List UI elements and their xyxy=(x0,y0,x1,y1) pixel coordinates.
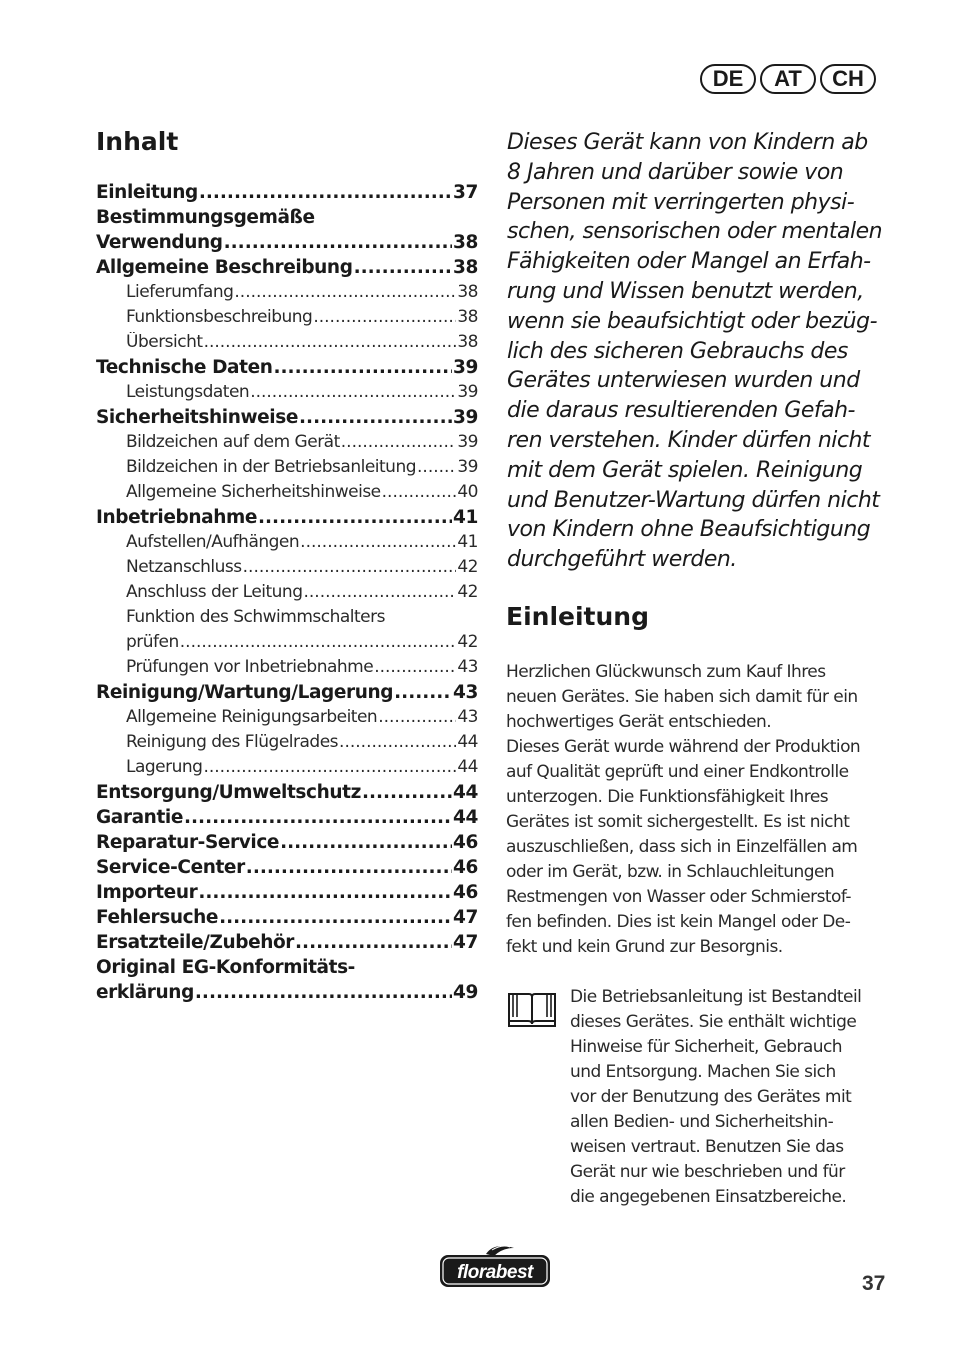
toc-leader-dots xyxy=(417,457,456,477)
toc-entry-label: Reinigung/Wartung/Lagerung xyxy=(96,682,394,703)
toc-entry-page: 39 xyxy=(453,407,478,428)
toc-entry-page: 40 xyxy=(457,482,478,502)
toc-leader-dots xyxy=(203,757,456,777)
toc-entry-label: Netzanschluss xyxy=(126,557,242,577)
notice-line: rung und Wissen benutzt werden, xyxy=(507,278,864,304)
toc-entry-label: Reparatur-Service xyxy=(96,832,280,853)
notice-line: die daraus resultierenden Gefah- xyxy=(507,398,855,424)
toc-leader-dots xyxy=(341,432,457,452)
toc-entry xyxy=(96,607,478,632)
note-line: und Entsorgung. Machen Sie sich xyxy=(570,1062,836,1082)
toc-leader-dots xyxy=(299,407,452,428)
toc-entry-label: Aufstellen/Aufhängen xyxy=(126,532,300,552)
toc-entry-page: 43 xyxy=(457,657,478,677)
toc-entry xyxy=(96,782,478,807)
toc-entry-label: Lieferumfang xyxy=(126,282,234,302)
notice-line: Gerätes unterwiesen wurden und xyxy=(507,368,860,394)
body-line: Herzlichen Glückwunsch zum Kauf Ihres xyxy=(506,662,826,682)
toc-entry xyxy=(96,832,478,857)
child-safety-notice xyxy=(507,128,897,575)
toc-entry-page: 42 xyxy=(457,557,478,577)
toc-leader-dots xyxy=(339,732,456,752)
lang-badge-at: AT xyxy=(760,64,816,94)
toc-entry-label: Technische Daten xyxy=(96,357,273,378)
toc-entry xyxy=(96,532,478,557)
lang-badge-de: DE xyxy=(700,64,756,94)
toc-entry xyxy=(96,557,478,582)
toc-leader-dots xyxy=(382,482,457,502)
toc-entry-page: 42 xyxy=(457,632,478,652)
toc-entry-label: Leistungsdaten xyxy=(126,382,250,402)
toc-entry xyxy=(96,757,478,782)
note-line: Gerät nur wie beschrieben und für xyxy=(570,1162,845,1182)
toc-entry-label: prüfen xyxy=(126,632,179,652)
toc-entry-page: 44 xyxy=(453,807,478,828)
toc-entry-label: Bildzeichen auf dem Gerät xyxy=(126,432,340,452)
toc-entry-label: Allgemeine Beschreibung xyxy=(96,257,353,278)
toc-entry-label: Allgemeine Reinigungsarbeiten xyxy=(126,707,378,727)
toc-leader-dots xyxy=(274,357,453,378)
toc-entry xyxy=(96,932,478,957)
toc-entry-page: 44 xyxy=(453,782,478,803)
toc-entry-page: 43 xyxy=(457,707,478,727)
einleitung-body xyxy=(506,660,896,960)
toc-entry-label: Lagerung xyxy=(126,757,203,777)
table-of-contents xyxy=(96,182,478,1007)
body-line: Gerätes ist somit sichergestellt. Es ist nicht xyxy=(506,812,850,832)
toc-entry-label: Allgemeine Sicherheitshinweise xyxy=(126,482,381,502)
toc-leader-dots xyxy=(354,257,452,278)
toc-entry-page: 41 xyxy=(453,507,478,528)
toc-leader-dots xyxy=(378,707,456,727)
toc-entry-page: 38 xyxy=(457,307,478,327)
note-line: die angegebenen Einsatzbereiche. xyxy=(570,1187,847,1207)
toc-leader-dots xyxy=(224,232,452,253)
notice-line: mit dem Gerät spielen. Reinigung xyxy=(507,457,863,483)
toc-leader-dots xyxy=(195,982,452,1003)
toc-entry xyxy=(96,207,478,232)
toc-leader-dots xyxy=(199,182,452,203)
toc-entry-label: Inbetriebnahme xyxy=(96,507,257,528)
toc-entry-label: Importeur xyxy=(96,882,198,903)
toc-entry-label: Funktionsbeschreibung xyxy=(126,307,313,327)
toc-entry-page: 47 xyxy=(453,932,478,953)
note-line: Die Betriebsanleitung ist Bestandteil xyxy=(570,987,862,1007)
note-line: Hinweise für Sicherheit, Gebrauch xyxy=(570,1037,843,1057)
body-line: unterzogen. Die Funktionsfähigkeit Ihres xyxy=(506,787,829,807)
toc-entry-page: 37 xyxy=(453,182,478,203)
toc-entry-page: 39 xyxy=(457,432,478,452)
toc-entry xyxy=(96,882,478,907)
toc-entry xyxy=(96,457,478,482)
notice-line: Personen mit verringerten physi- xyxy=(507,189,855,215)
toc-entry-page: 49 xyxy=(453,982,478,1003)
book-icon xyxy=(506,988,558,1028)
toc-leader-dots xyxy=(246,857,452,878)
toc-entry-page: 39 xyxy=(457,457,478,477)
toc-entry xyxy=(96,582,478,607)
toc-entry xyxy=(96,707,478,732)
toc-leader-dots xyxy=(204,332,457,352)
notice-line: von Kindern ohne Beaufsichtigung xyxy=(507,517,871,543)
toc-entry-label: Entsorgung/Umweltschutz xyxy=(96,782,361,803)
toc-entry xyxy=(96,182,478,207)
toc-entry xyxy=(96,282,478,307)
notice-line: schen, sensorischen oder mentalen xyxy=(507,219,883,245)
toc-entry-page: 42 xyxy=(457,582,478,602)
toc-entry xyxy=(96,982,478,1007)
lang-badge-ch: CH xyxy=(820,64,876,94)
toc-entry-label: Übersicht xyxy=(126,332,203,352)
toc-leader-dots xyxy=(374,657,456,677)
toc-leader-dots xyxy=(280,832,452,853)
notice-line: Fähigkeiten oder Mangel an Erfah- xyxy=(507,249,871,275)
notice-line: durchgeführt werden. xyxy=(507,547,737,573)
toc-entry xyxy=(96,382,478,407)
toc-entry-page: 46 xyxy=(453,832,478,853)
toc-entry-label: Fehlersuche xyxy=(96,907,219,928)
toc-leader-dots xyxy=(304,582,457,602)
toc-entry xyxy=(96,957,478,982)
toc-entry-label: erklärung xyxy=(96,982,194,1003)
page-number: 37 xyxy=(862,1272,886,1295)
toc-entry-label: Sicherheitshinweise xyxy=(96,407,299,428)
toc-entry-label: Verwendung xyxy=(96,232,223,253)
toc-entry-page: 44 xyxy=(457,757,478,777)
toc-entry-label: Bildzeichen in der Betriebsanleitung xyxy=(126,457,417,477)
toc-leader-dots xyxy=(184,807,452,828)
toc-entry-page: 39 xyxy=(453,357,478,378)
toc-leader-dots xyxy=(394,682,452,703)
toc-entry-label: Service-Center xyxy=(96,857,245,878)
body-line: fekt und kein Grund zur Besorgnis. xyxy=(506,937,783,957)
toc-entry-page: 47 xyxy=(453,907,478,928)
toc-entry-label: Prüfungen vor Inbetriebnahme xyxy=(126,657,374,677)
toc-entry-label: Garantie xyxy=(96,807,183,828)
body-line: Restmengen von Wasser oder Schmierstof- xyxy=(506,887,851,907)
toc-leader-dots xyxy=(198,882,452,903)
toc-entry xyxy=(96,857,478,882)
body-line: Dieses Gerät wurde während der Produktion xyxy=(506,737,861,757)
notice-line: lich des sicheren Gebrauchs des xyxy=(507,338,848,364)
toc-leader-dots xyxy=(250,382,456,402)
toc-entry xyxy=(96,232,478,257)
toc-entry-label: Bestimmungsgemäße xyxy=(96,207,315,228)
toc-entry-page: 43 xyxy=(453,682,478,703)
toc-entry-page: 38 xyxy=(453,257,478,278)
toc-entry xyxy=(96,807,478,832)
einleitung-heading: Einleitung xyxy=(506,602,649,631)
body-line: neuen Gerätes. Sie haben sich damit für ein xyxy=(506,687,858,707)
toc-leader-dots xyxy=(295,932,452,953)
toc-entry-page: 46 xyxy=(453,857,478,878)
toc-entry-label: Einleitung xyxy=(96,182,198,203)
florabest-logo xyxy=(438,1244,552,1290)
toc-entry xyxy=(96,432,478,457)
toc-leader-dots xyxy=(300,532,456,552)
toc-entry xyxy=(96,507,478,532)
language-badges xyxy=(700,64,876,94)
note-line: vor der Benutzung des Gerätes mit xyxy=(570,1087,852,1107)
toc-entry-label: Anschluss der Leitung xyxy=(126,582,303,602)
toc-entry xyxy=(96,257,478,282)
toc-entry-page: 41 xyxy=(457,532,478,552)
note-line: dieses Gerätes. Sie enthält wichtige xyxy=(570,1012,857,1032)
toc-entry xyxy=(96,907,478,932)
body-line: auszuschließen, dass sich in Einzelfällen am xyxy=(506,837,858,857)
toc-entry-page: 44 xyxy=(457,732,478,752)
toc-entry-page: 39 xyxy=(457,382,478,402)
body-line: hochwertiges Gerät entschieden. xyxy=(506,712,772,732)
note-line: weisen vertraut. Benutzen Sie das xyxy=(570,1137,844,1157)
toc-entry-label: Original EG-Konformitäts- xyxy=(96,957,355,978)
toc-entry xyxy=(96,482,478,507)
toc-entry-page: 38 xyxy=(457,282,478,302)
toc-leader-dots xyxy=(219,907,452,928)
notice-line: ren verstehen. Kinder dürfen nicht xyxy=(507,427,871,453)
toc-entry xyxy=(96,682,478,707)
note-line: allen Bedien- und Sicherheitshin- xyxy=(570,1112,834,1132)
toc-entry-page: 46 xyxy=(453,882,478,903)
toc-leader-dots xyxy=(180,632,457,652)
toc-entry xyxy=(96,657,478,682)
toc-entry-label: Ersatzteile/Zubehör xyxy=(96,932,295,953)
toc-leader-dots xyxy=(258,507,452,528)
toc-leader-dots xyxy=(234,282,456,302)
toc-entry-label: Reinigung des Flügelrades xyxy=(126,732,339,752)
toc-entry xyxy=(96,407,478,432)
body-line: fen befinden. Dies ist kein Mangel oder De- xyxy=(506,912,851,932)
toc-leader-dots xyxy=(243,557,457,577)
toc-title: Inhalt xyxy=(96,127,179,156)
toc-entry xyxy=(96,332,478,357)
body-line: oder im Gerät, bzw. in Schlauchleitungen xyxy=(506,862,835,882)
toc-entry xyxy=(96,357,478,382)
notice-line: wenn sie beaufsichtigt oder bezüg- xyxy=(507,308,878,334)
notice-line: Dieses Gerät kann von Kindern ab xyxy=(507,130,868,155)
notice-line: und Benutzer-Wartung dürfen nicht xyxy=(507,487,880,513)
svg-text:florabest: florabest xyxy=(457,1262,533,1283)
toc-entry xyxy=(96,307,478,332)
toc-leader-dots xyxy=(362,782,452,803)
toc-entry-page: 38 xyxy=(457,332,478,352)
toc-entry xyxy=(96,632,478,657)
notice-line: 8 Jahren und darüber sowie von xyxy=(507,159,844,185)
toc-entry-label: Funktion des Schwimmschalters xyxy=(126,607,385,627)
body-line: auf Qualität geprüft und einer Endkontrolle xyxy=(506,762,849,782)
toc-entry-page: 38 xyxy=(453,232,478,253)
manual-note xyxy=(570,985,890,1210)
toc-leader-dots xyxy=(313,307,456,327)
toc-entry xyxy=(96,732,478,757)
